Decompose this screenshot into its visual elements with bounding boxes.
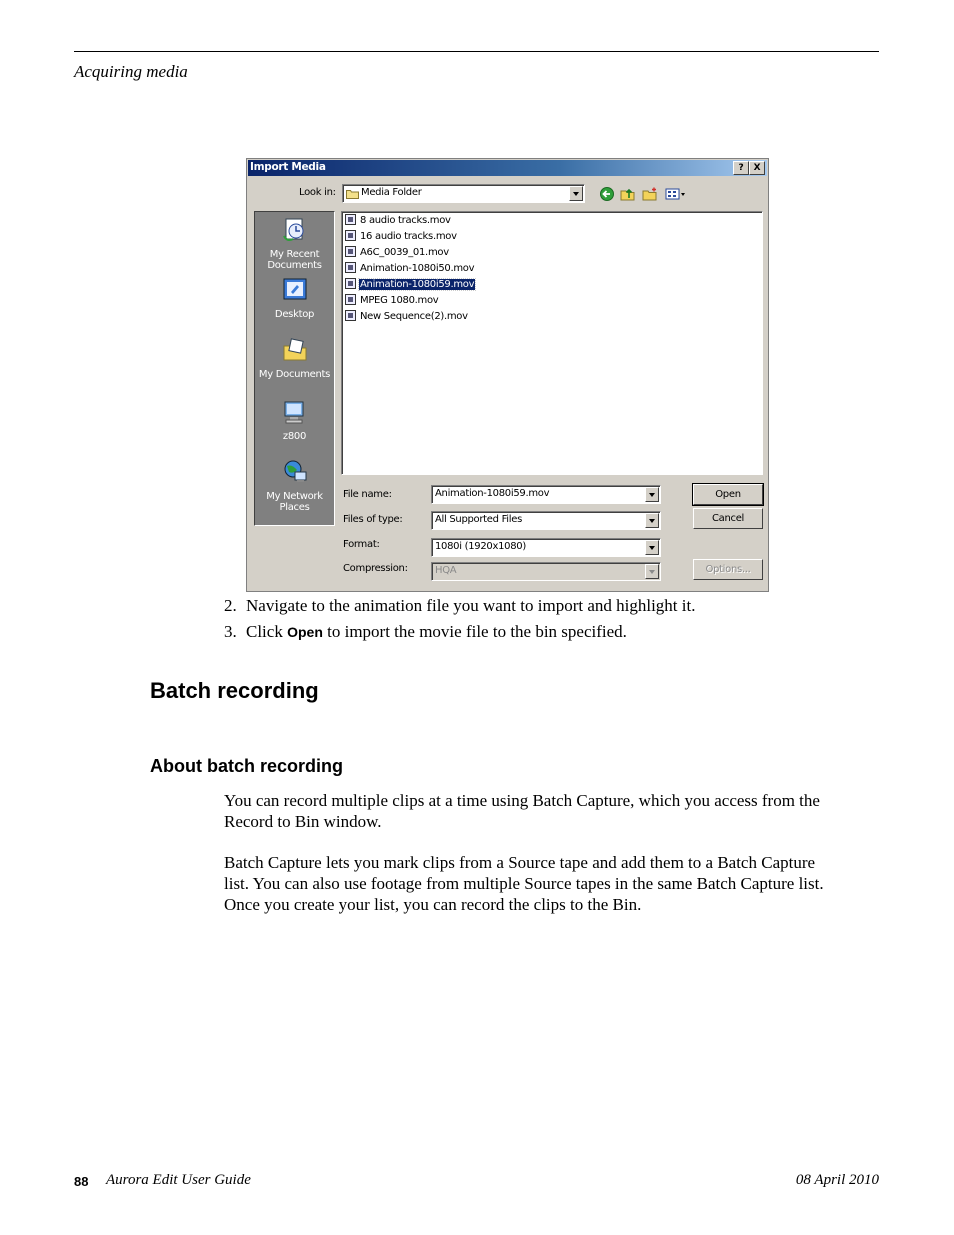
look-in-label: Look in: xyxy=(299,187,336,198)
recent-documents-icon xyxy=(281,216,309,244)
movie-file-icon xyxy=(345,294,356,305)
movie-file-icon xyxy=(345,278,356,289)
guide-title: Aurora Edit User Guide xyxy=(106,1172,251,1188)
place-label: Desktop xyxy=(274,309,315,320)
help-button[interactable]: ? xyxy=(733,161,749,175)
chevron-down-icon[interactable] xyxy=(645,487,659,502)
file-item[interactable]: New Sequence(2).mov xyxy=(345,310,469,324)
new-folder-icon[interactable] xyxy=(642,187,658,201)
desktop-icon xyxy=(281,276,309,304)
header-rule xyxy=(74,51,879,52)
network-icon xyxy=(281,458,309,486)
place-label: My Network xyxy=(266,491,323,502)
format-label: Format: xyxy=(343,539,380,550)
import-media-dialog xyxy=(246,158,769,592)
paragraph: Batch Capture lets you mark clips from a Source tape and add them to a Batch Capture list. You can also use footage from multiple Source tapes in the same Batch Capture list. Once you create your list, you can record the clips to the Bin. xyxy=(224,853,824,914)
views-menu-icon[interactable] xyxy=(665,187,687,201)
format-dropdown[interactable] xyxy=(431,538,661,557)
place-label: Places xyxy=(279,502,310,513)
close-button[interactable]: X xyxy=(749,161,765,175)
place-desktop[interactable] xyxy=(255,276,334,320)
folder-icon xyxy=(346,188,359,199)
chevron-down-icon[interactable] xyxy=(569,186,583,201)
file-item[interactable]: Animation-1080i50.mov xyxy=(345,262,475,276)
place-label: z800 xyxy=(282,431,307,442)
dialog-titlebar[interactable] xyxy=(248,160,767,176)
look-in-dropdown[interactable] xyxy=(342,184,585,203)
file-item[interactable]: A6C_0039_01.mov xyxy=(345,246,450,260)
step-3: 3. Click Open to import the movie file to the bin specified. xyxy=(224,622,627,641)
files-of-type-value: All Supported Files xyxy=(435,514,523,525)
compression-label: Compression: xyxy=(343,563,408,574)
compression-dropdown[interactable] xyxy=(431,562,661,581)
my-documents-icon xyxy=(281,336,309,364)
files-of-type-label: Files of type: xyxy=(343,514,403,525)
movie-file-icon xyxy=(345,262,356,273)
file-item[interactable]: 8 audio tracks.mov xyxy=(345,214,452,228)
place-my-documents[interactable] xyxy=(255,336,334,380)
chevron-down-icon[interactable] xyxy=(645,513,659,528)
places-bar xyxy=(254,211,335,526)
page-number: 88 xyxy=(74,1174,89,1189)
place-my-network-places[interactable] xyxy=(255,458,334,513)
ui-term-open: Open xyxy=(287,624,323,640)
step-2: 2. Navigate to the animation file you want to import and highlight it. xyxy=(224,596,696,615)
file-list[interactable] xyxy=(341,211,763,475)
dialog-title: Import Media xyxy=(250,161,326,173)
format-value: 1080i (1920x1080) xyxy=(435,541,526,552)
file-name-value: Animation-1080i59.mov xyxy=(435,488,550,499)
file-name-label: File name: xyxy=(343,489,392,500)
chevron-down-icon[interactable] xyxy=(645,564,659,579)
look-in-value: Media Folder xyxy=(361,187,422,198)
open-button[interactable]: Open xyxy=(693,484,763,505)
up-folder-icon[interactable] xyxy=(620,187,636,201)
paragraph: You can record multiple clips at a time using Batch Capture, which you access from the Record to Bin window. xyxy=(224,791,820,831)
compression-value: HQA xyxy=(435,565,457,576)
options-button[interactable]: Options... xyxy=(693,559,763,580)
file-name-input[interactable] xyxy=(431,485,661,504)
place-label: Documents xyxy=(267,260,322,271)
cancel-button[interactable]: Cancel xyxy=(693,508,763,529)
file-item[interactable]: 16 audio tracks.mov xyxy=(345,230,458,244)
files-of-type-dropdown[interactable] xyxy=(431,511,661,530)
place-label: My Recent xyxy=(269,249,320,260)
place-my-recent-documents[interactable] xyxy=(255,216,334,271)
computer-icon xyxy=(281,398,309,426)
movie-file-icon xyxy=(345,214,356,225)
subsection-title: About batch recording xyxy=(150,756,343,776)
running-title: Acquiring media xyxy=(74,62,188,81)
place-label: My Documents xyxy=(258,369,331,380)
place-z800[interactable] xyxy=(255,398,334,442)
movie-file-icon xyxy=(345,246,356,257)
movie-file-icon xyxy=(345,310,356,321)
file-item-selected[interactable]: Animation-1080i59.mov xyxy=(345,278,475,292)
back-icon[interactable] xyxy=(599,187,615,201)
file-item[interactable]: MPEG 1080.mov xyxy=(345,294,439,308)
section-title: Batch recording xyxy=(150,678,319,703)
chevron-down-icon[interactable] xyxy=(645,540,659,555)
publication-date: 08 April 2010 xyxy=(795,1172,879,1188)
movie-file-icon xyxy=(345,230,356,241)
